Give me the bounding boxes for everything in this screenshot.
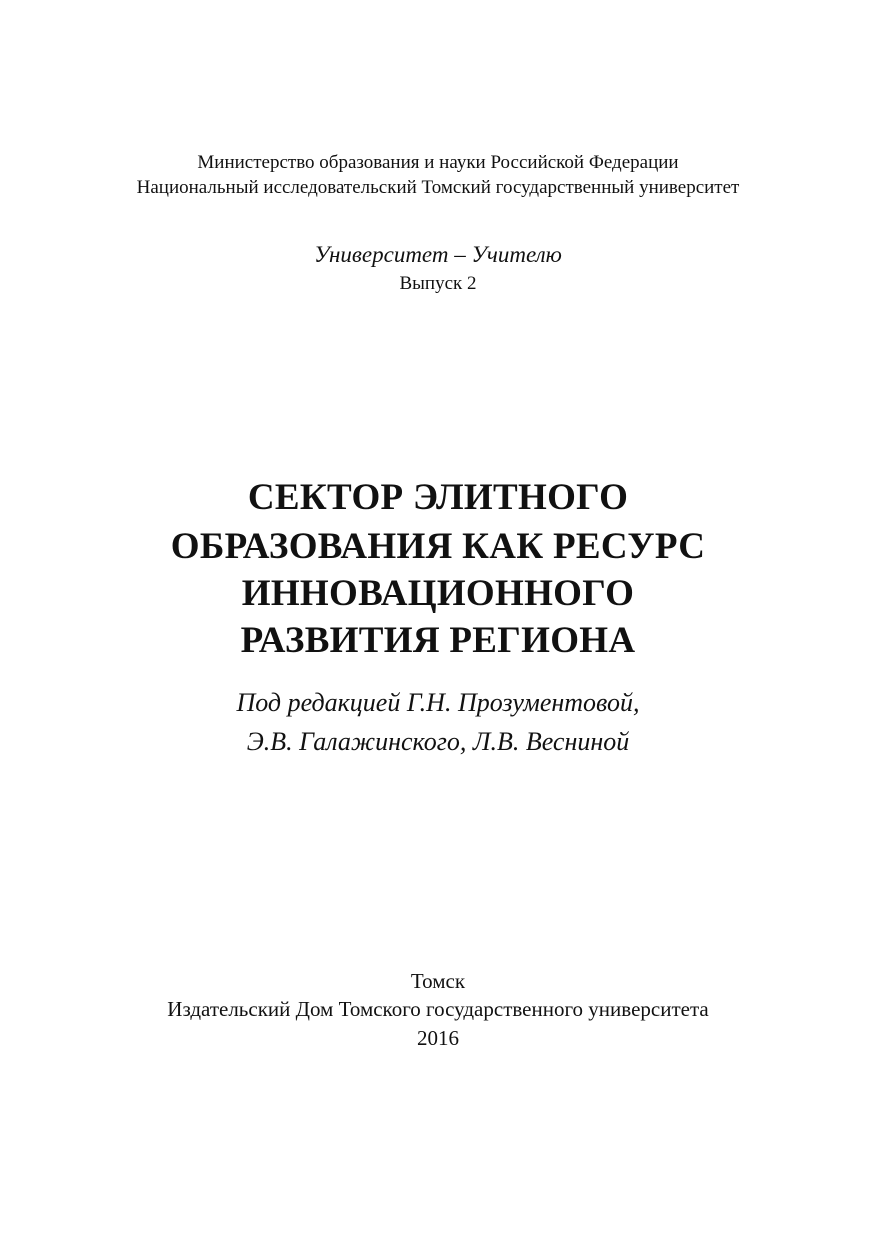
imprint-publisher: Издательский Дом Томского государственного университета	[167, 997, 709, 1021]
series-issue: Выпуск 2	[399, 273, 477, 294]
series-name: Университет – Учителю	[314, 242, 562, 267]
imprint-year: 2016	[417, 1026, 459, 1050]
imprint-city: Томск	[410, 969, 466, 993]
title-line-4: РАЗВИТИЯ РЕГИОНА	[240, 620, 636, 661]
university-line: Национальный исследовательский Томский государственный университет	[136, 177, 740, 198]
title-line-3: ИННОВАЦИОННОГО	[241, 573, 635, 614]
title-line-2: ОБРАЗОВАНИЯ КАК РЕСУРС	[170, 526, 706, 567]
editors-line-1: Под редакцией Г.Н. Прозументовой,	[236, 688, 640, 717]
editors-line-2: Э.В. Галажинского, Л.В. Весниной	[246, 727, 630, 756]
ministry-line: Министерство образования и науки Российской Федерации	[197, 152, 679, 173]
title-line-1: СЕКТОР ЭЛИТНОГО	[247, 477, 629, 518]
